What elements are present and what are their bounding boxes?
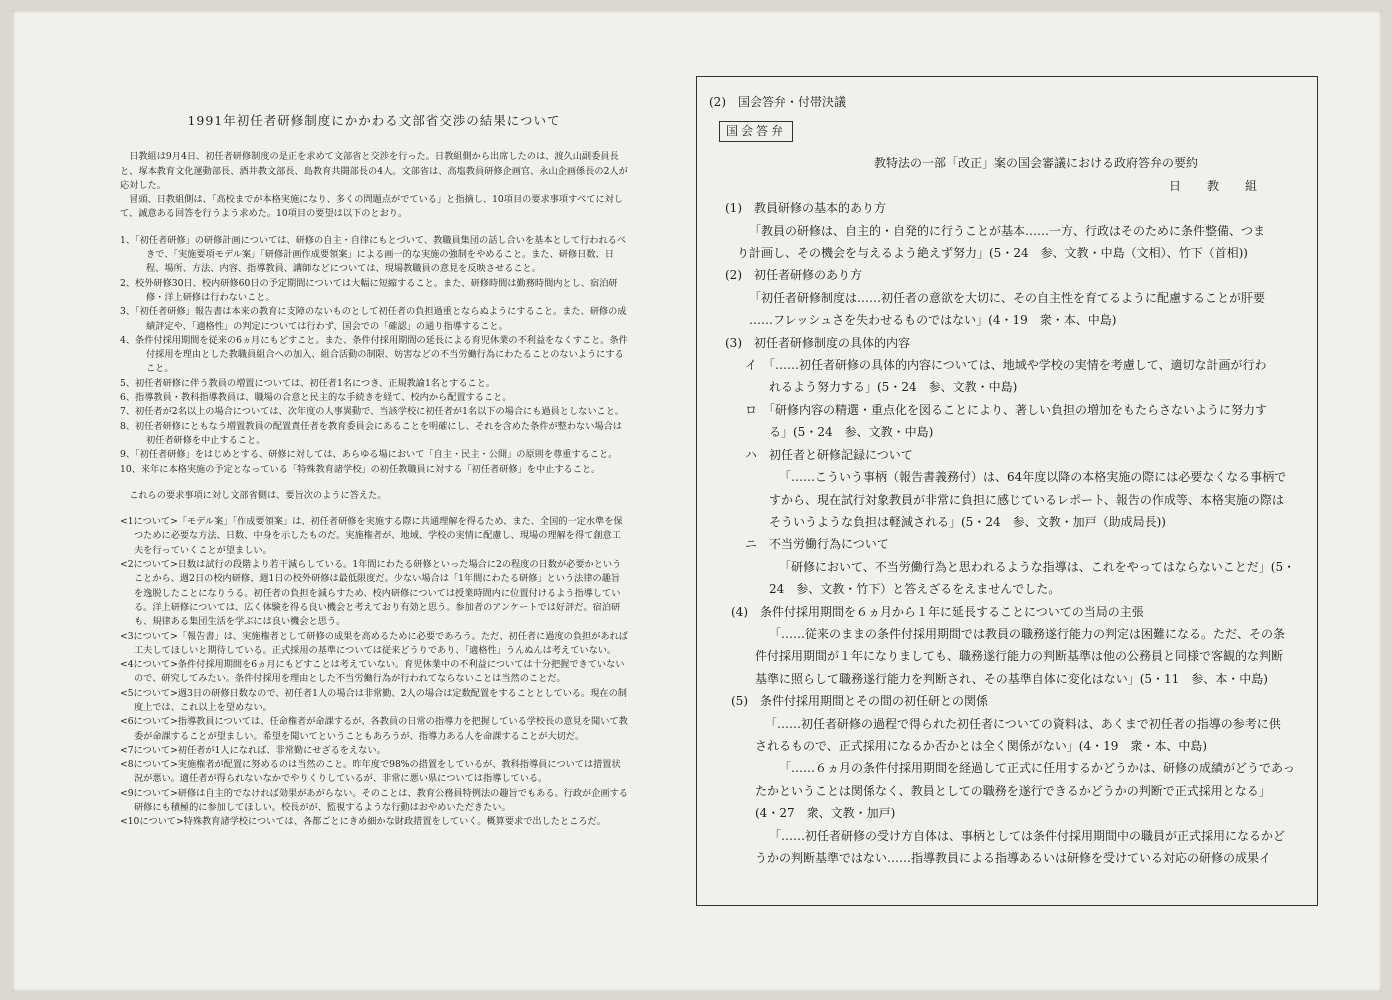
quote-line: イ 「……初任者研修の具体的内容については、地域や学校の実情を考慮して、適切な計画が行わ xyxy=(745,358,1267,373)
answer-item: <8について>実施権者が配置に努めるのは当然のこと。昨年度で98%の措置をしているが、教科指導員については措置状況が悪い。適任者が得られないなかでやりくりしているが、非常に悪い県については指導している。 xyxy=(120,759,621,785)
subsection-heading: (2) 初任者研修のあり方 xyxy=(725,268,862,283)
answer-item: <6について>指導教員については、任命権者が命課するが、各教員の日常の指導力を把握している学校長の意見を聞いて教委が命課することが望ましい。希望を聞いてということもあろうが、指導力ある人を命課することが大切だ。 xyxy=(120,716,628,742)
section-heading: (2) 国会答弁・付帯決議 xyxy=(709,95,846,109)
right-page-content xyxy=(709,91,1313,901)
quote-line: 件付採用期間が１年になりましても、職務遂行能力の判断基準は他の公務員と同様で客観的な判断 xyxy=(755,649,1284,664)
quote-line: 「……６ヵ月の条件付採用期間を経過して正式に任用するかどうかは、研修の成績がどうであっ xyxy=(779,761,1295,776)
demand-item: 10、来年に本格実施の予定となっている「特殊教育諸学校」の初任教職員に対する「初任者研修」を中止すること。 xyxy=(120,463,601,475)
quote-line: 「教員の研修は、自主的・自発的に行うことが基本……一方、行政はそのために条件整備、つま xyxy=(749,223,1266,238)
intro-paragraph: 日教組は9月4日、初任者研修制度の是正を求めて文部省と交渉を行った。日教組側から出席したのは、渡久山副委員長と、塚本教育文化運動部長、酒井教文部長、島教育共闘部長の4人。文部省は、高塩教員研修企画官、永山企画係長の2人が応対した。 xyxy=(120,151,628,191)
right-page-frame xyxy=(696,76,1318,906)
subsection-heading: (1) 教員研修の基本的あり方 xyxy=(725,201,886,216)
sub-heading: ハ 初任者と研修記録について xyxy=(745,447,913,462)
quote-line: れるよう努力する」(5・24 参、文教・中島) xyxy=(769,380,1018,395)
answer-item: <5について>週3日の研修日数なので、初任者1人の場合は非常勤、2人の場合は定数配置をすることとしている。現在の制度上では、これ以上を望めない。 xyxy=(120,687,627,713)
demand-item: 7、初任者が2名以上の場合については、次年度の人事異動で、当該学校に初任者が1名以下の場合にも過員としないこと。 xyxy=(120,406,625,418)
answer-intro: これらの要求事項に対し文部省側は、要旨次のように答えた。 xyxy=(129,489,387,501)
box-label: 国会答弁 xyxy=(719,121,793,142)
quote-line: されるもので、正式採用になるか否かとは全く関係がない」(4・19 衆・本、中島) xyxy=(755,738,1208,753)
quote-line: 「研修において、不当労働行為と思われるような指導は、これをやってはならないことだ」(5・ xyxy=(779,559,1296,574)
demand-item: 1、「初任者研修」の研修計画については、研修の自主・自律にもとづいて、教職員集団の話し合いを基本として行われるべきで、「実施要項モデル案」「研修計画作成要領案」による画一的な実施の強制をやめること。また、研修日数、日程、場所、方法、内容、指導教員、講師などについては、現場教職員の意見を反映させること。 xyxy=(120,234,627,275)
quote-line: そういうような負担は軽減される」(5・24 参、文教・加戸（助成局長)) xyxy=(769,514,1166,529)
doc-title: 教特法の一部「改正」案の国会審議における政府答弁の要約 xyxy=(873,156,1198,171)
quote-line: る」(5・24 参、文教・中島) xyxy=(769,425,934,440)
subsection-heading: (4) 条件付採用期間を６ヵ月から１年に延長することについての当局の主張 xyxy=(731,604,1144,619)
demand-item: 8、初任者研修にともなう増置教員の配置責任者を教育委員会にあることを明確にし、それを含めた条件が整わない場合は初任者研修を中止すること。 xyxy=(120,420,622,446)
answer-item: <7について>初任者が1人になれば、非常勤にせざるをえない。 xyxy=(120,744,386,756)
quote-line: ロ 「研修内容の精選・重点化を図ることにより、著しい負担の増加をもたらさないように努力す xyxy=(745,402,1268,417)
left-title: 1991年初任者研修制度にかかわる文部省交渉の結果について xyxy=(187,114,561,128)
demand-item: 5、初任者研修に伴う教員の増置については、初任者1名につき、正規教諭1名とすること。 xyxy=(120,377,496,389)
quote-line: 「……初任者研修の受け方自体は、事柄としては条件付採用期間中の職員が正式採用になるかど xyxy=(769,828,1286,843)
left-page xyxy=(120,114,628,914)
demand-item: 2、校外研修30日、校内研修60日の予定期間については大幅に短縮すること。また、研修時間は勤務時間内とし、宿泊研修・洋上研修は行わないこと。 xyxy=(120,277,618,303)
quote-line: すから、現在試行対象教員が非常に負担に感じているレポート、報告の作成等、本格実施の際は xyxy=(769,492,1284,507)
quote-line: 「……こういう事柄（報告書義務付）は、64年度以降の本格実施の際には必要なくなる事柄で xyxy=(779,470,1287,485)
quote-line: 「……従来のままの条件付採用期間では教員の職務遂行能力の判定は困難になる。ただ、その条 xyxy=(769,626,1286,641)
quote-line: 「初任者研修制度は……初任者の意欲を大切に、その自主性を育てるように配慮することが肝要 xyxy=(749,290,1266,305)
answer-item: <4について>条件付採用期間を6ヵ月にもどすことは考えていない。育児休業中の不利益については十分把握できていないので、研究してみたい。条件付採用を理由とした不当労働行為が行われてならないことは当然のことだ。 xyxy=(120,659,625,685)
demand-item: 9、「初任者研修」をはじめとする、研修に対しては、あらゆる場において「自主・民主・公開」の原則を尊重すること。 xyxy=(120,449,618,461)
answer-item: <1について>「モデル案」「作成要領案」は、初任者研修を実施する際に共通理解を得るため、また、全国的一定水準を保つために必要な方法、日数、中身を示したものだ。実施権者が、地域、学校の実情に配慮し、現場の理解を得て創意工夫を行っていくことが望ましい。 xyxy=(120,516,623,556)
quote-line: 「……初任者研修の過程で得られた初任者についての資料は、あくまで初任者の指導の参考に供 xyxy=(765,716,1281,731)
demand-item: 4、条件付採用期間を従来の6ヵ月にもどすこと。また、条件付採用期間の延長による育児休業の不利益をなくすこと。条件付採用を理由とした教職員組合への加入、組合活動の制限、妨害などの不当労働行為にわたることのないようにすること。 xyxy=(120,334,628,375)
intro-paragraph: 冒頭、日教組側は、「高校までが本格実施になり、多くの問題点がでている」と指摘し、10項目の要求事項すべてに対して、誠意ある回答を行うよう求めた。10項目の要望は以下のとおり。 xyxy=(120,194,624,220)
answer-item: <9について>研修は自主的でなければ効果があがらない。そのことは、教育公務員特例法の趣旨でもある。行政が企画する研修にも積極的に参加してほしい。校長がが、監視するような行動はおやめいただきたい。 xyxy=(120,787,628,814)
answer-item: <3について>「報告書」は、実施権者として研修の成果を高めるために必要であろう。ただ、初任者に過度の負担があれば工夫してほしいと期待している。正式採用の基準については従来どうりであり、「適格性」うんぬんは考えていない。 xyxy=(120,630,628,656)
quote-line: り計画し、その機会を与えるよう絶えず努力」(5・24 参、文教・中島（文相）、竹下（首相)) xyxy=(737,246,1248,261)
answer-item: <2について>日数は試行の段階より若干減らしている。1年間にわたる研修といった場合に2の程度の日数が必要かということから、週2日の校内研修、週1日の校外研修は最低限度だ。少ない場合は「1年間にわたる研修」という法律の趣旨を逸脱したことになりうる。初任者の負担を減らすため、校内研修については授業時間内に位置付けるよう指導している。洋上研修については、広く体験を得る良い機会と考えており有効と思う。参加者のアンケートでは好評だ。宿泊研も、規律ある集団生活を学ぶには良い機会と思う。 xyxy=(120,559,622,628)
demand-item: 6、指導教員・教科指導教員は、職場の合意と民主的な手続きを経て、校内から配置すること。 xyxy=(120,392,512,404)
answer-item: <10について>特殊教育諸学校については、各都ごとにきめ細かな財政措置をしていく。概算要求で出したところだ。 xyxy=(120,816,606,828)
quote-line: たかということは関係なく、教員としての職務を遂行できるかどうかの判断で正式採用となる」 xyxy=(755,783,1271,798)
quote-line: うかの判断基準ではない……指導教員による指導あるいは研修を受けている対応の研修の成果イ xyxy=(755,851,1272,865)
demand-item: 3、「初任者研修」報告書は本来の教育に支障のないものとして初任者の負担過重とならぬようにすること。また、研修の成績評定や、「適格性」の判定については行わず、国会での「確認」の通り指導すること。 xyxy=(120,306,627,332)
quote-line: 24 参、文教・竹下）と答えざるをえませんでした。 xyxy=(769,582,1061,597)
org-name: 日教組 xyxy=(1168,178,1283,193)
document-sheet xyxy=(12,10,1382,992)
quote-line: ……フレッシュさを失わせるものではない」(4・19 衆・本、中島) xyxy=(749,313,1117,328)
subsection-heading: (3) 初任者研修制度の具体的内容 xyxy=(725,335,910,350)
sub-heading: ニ 不当労働行為について xyxy=(745,537,889,552)
quote-line: 基準に照らして職務遂行能力を判断され、その基準自体に変化はない」(5・11 参、本・中島) xyxy=(755,671,1268,686)
subsection-heading: (5) 条件付採用期間とその間の初任研との関係 xyxy=(731,694,988,709)
quote-line: (4・27 衆、文教・加戸) xyxy=(755,806,896,821)
